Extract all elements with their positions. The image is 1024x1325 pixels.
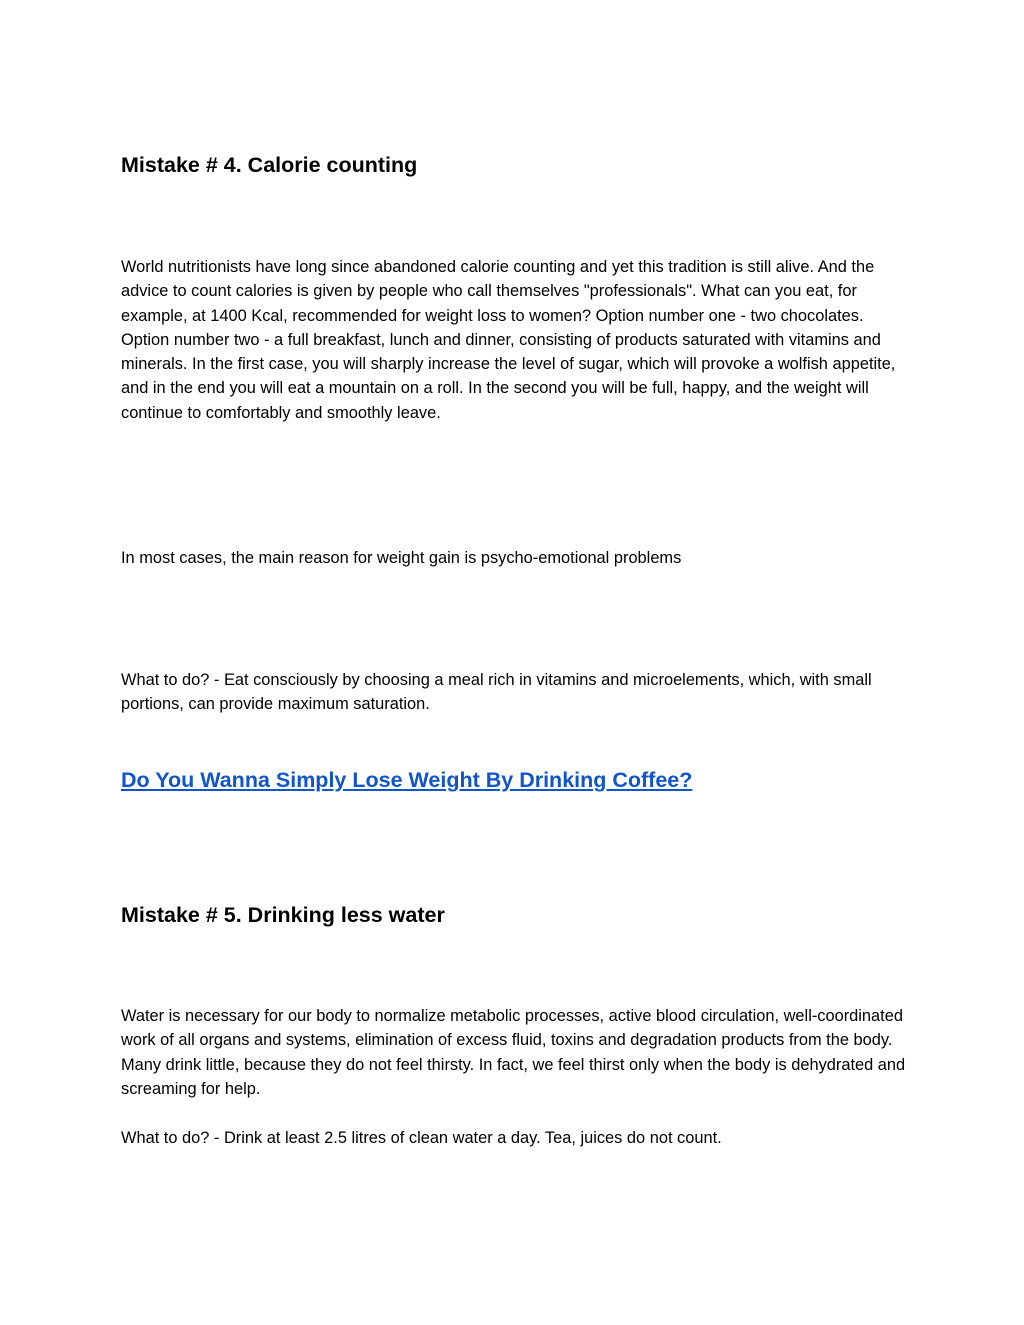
- coffee-weight-loss-link[interactable]: Do You Wanna Simply Lose Weight By Drinking Coffee?: [121, 768, 693, 792]
- mistake-4-note: In most cases, the main reason for weight gain is psycho-emotional problems: [121, 549, 682, 567]
- mistake-4-paragraph: World nutritionists have long since abandoned calorie counting and yet this tradition is still alive. And the advice to count calories is given by people who call themselves "professionals". What can you eat, for example, at 1400 Kcal, recommended for weight loss to women? Option number one - two chocolates. Option number two - a full breakfast, lunch and dinner, consisting of products saturated with vitamins and minerals. In the first case, you will sharply increase the level of sugar, which will provoke a wolfish appetite, and in the end you will eat a mountain on a roll. In the second you will be full, happy, and the weight will continue to comfortably and smoothly leave.: [121, 258, 896, 422]
- mistake-5-what-to-do: What to do? - Drink at least 2.5 litres of clean water a day. Tea, juices do not count.: [121, 1129, 722, 1147]
- mistake-4-heading: Mistake # 4. Calorie counting: [121, 153, 418, 177]
- mistake-5-heading: Mistake # 5. Drinking less water: [121, 903, 445, 927]
- mistake-5-paragraph: Water is necessary for our body to normalize metabolic processes, active blood circulation, well-coordinated work of all organs and systems, elimination of excess fluid, toxins and degradation products from the body. Many drink little, because they do not feel thirsty. In fact, we feel thirst only when the body is dehydrated and screaming for help.: [121, 1007, 906, 1098]
- mistake-4-what-to-do: What to do? - Eat consciously by choosing a meal rich in vitamins and microelements, which, with small portions, can provide maximum saturation.: [121, 671, 872, 714]
